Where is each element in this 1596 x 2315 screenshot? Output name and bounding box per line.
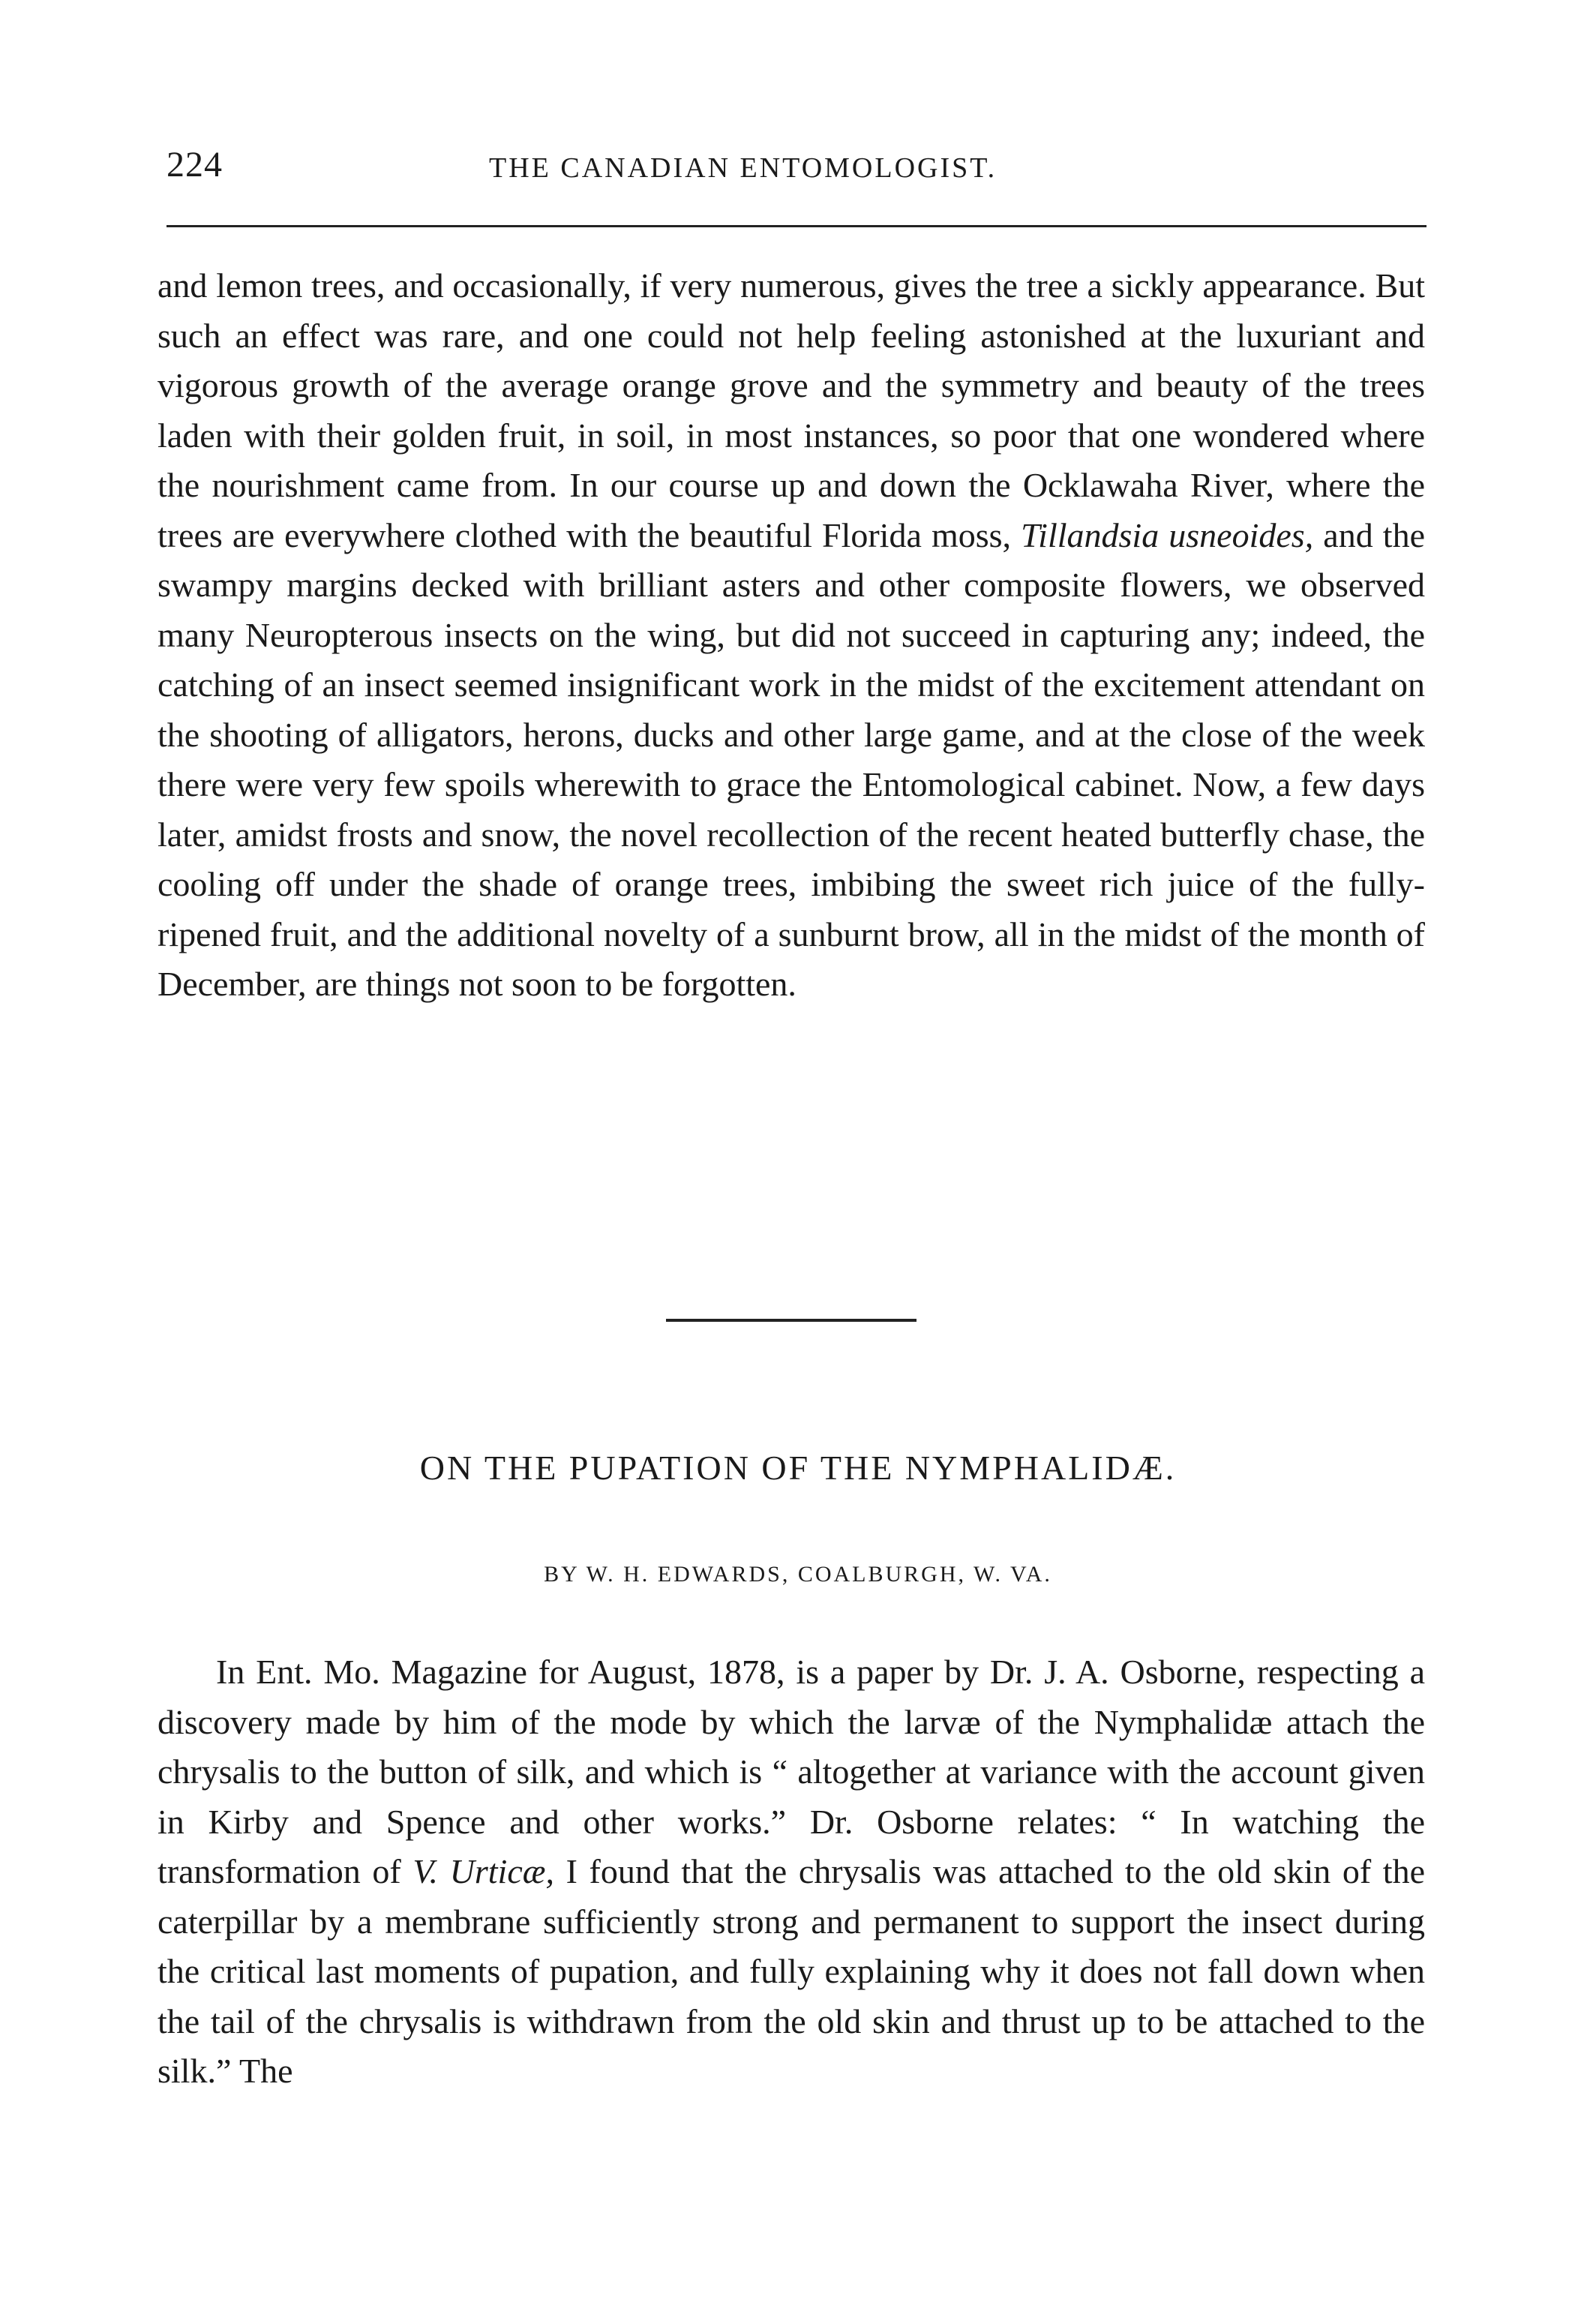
article-one-text-a: and lemon trees, and occasionally, if very numerous, gives the tree a sickly appearance. But such an effect was rare, and one could not help feeling astonished at the luxuriant and vigorous growth of the average orange grove and the symmetry and beauty of the trees laden with their golden fruit, in soil, in most instances, so poor that one wondered where the nourishment came from. In our course up and down the Ocklawaha River, where the trees are everywhere clothed with the beautiful Florida moss,: [158, 266, 1425, 554]
article-one-text-b: and the swampy margins decked with brilliant asters and other composite flowers, we observed many Neuropterous insects on the wing, but did not succeed in capturing any; indeed, the catching of an insect seemed insignificant work in the midst of the excitement attendant on the shooting of alligators, herons, ducks and other large game, and at the close of the week there were very few spoils wherewith to grace the Entomological cabinet. Now, a few days later, amidst frosts and snow, the novel recollection of the recent heated butterfly chase, the cooling off under the shade of orange trees, imbibing the sweet rich juice of the fully-ripened fruit, and the additional novelty of a sunburnt brow, all in the midst of the month of December, are things not soon to be forgotten.: [158, 515, 1425, 1003]
article-one-body: [158, 261, 1425, 1010]
article-title: ON THE PUPATION OF THE NYMPHALIDÆ.: [419, 1449, 1177, 1487]
article-one-species-name: Tillandsia usneoides,: [1021, 515, 1314, 554]
page-header: [166, 144, 1426, 197]
article-two-text-a: In Ent. Mo. Magazine for August, 1878, is a paper by Dr. J. A. Osborne, respecting a discovery made by him of the mode by which the larvæ of the Nymphalidæ attach the chrysalis to the button of silk, and which is “ altogether at variance with the account given in Kirby and Spence and other works.” Dr. Osborne relates: “ In watching the transformation of: [158, 1653, 1425, 1890]
page-number: 224: [166, 145, 223, 185]
article-two-body: [158, 1647, 1425, 2097]
header-rule: [166, 225, 1426, 227]
article-two-paragraph: [158, 1647, 1425, 2097]
article-two-species-name: V. Urticæ,: [412, 1852, 554, 1890]
section-divider: [666, 1319, 916, 1322]
running-head: THE CANADIAN ENTOMOLOGIST.: [489, 152, 998, 184]
article-two-text-b: I found that the chrysalis was attached to the old skin of the caterpillar by a membrane sufficiently strong and permanent to support the insect during the critical last moments of pupation, and fully explaining why it does not fall down when the tail of the chrysalis is withdrawn from the old skin and thrust up to be attached to the silk.” The: [158, 1852, 1425, 2090]
article-byline: BY W. H. EDWARDS, COALBURGH, W. VA.: [544, 1562, 1052, 1587]
article-one-paragraph: [158, 261, 1425, 1010]
